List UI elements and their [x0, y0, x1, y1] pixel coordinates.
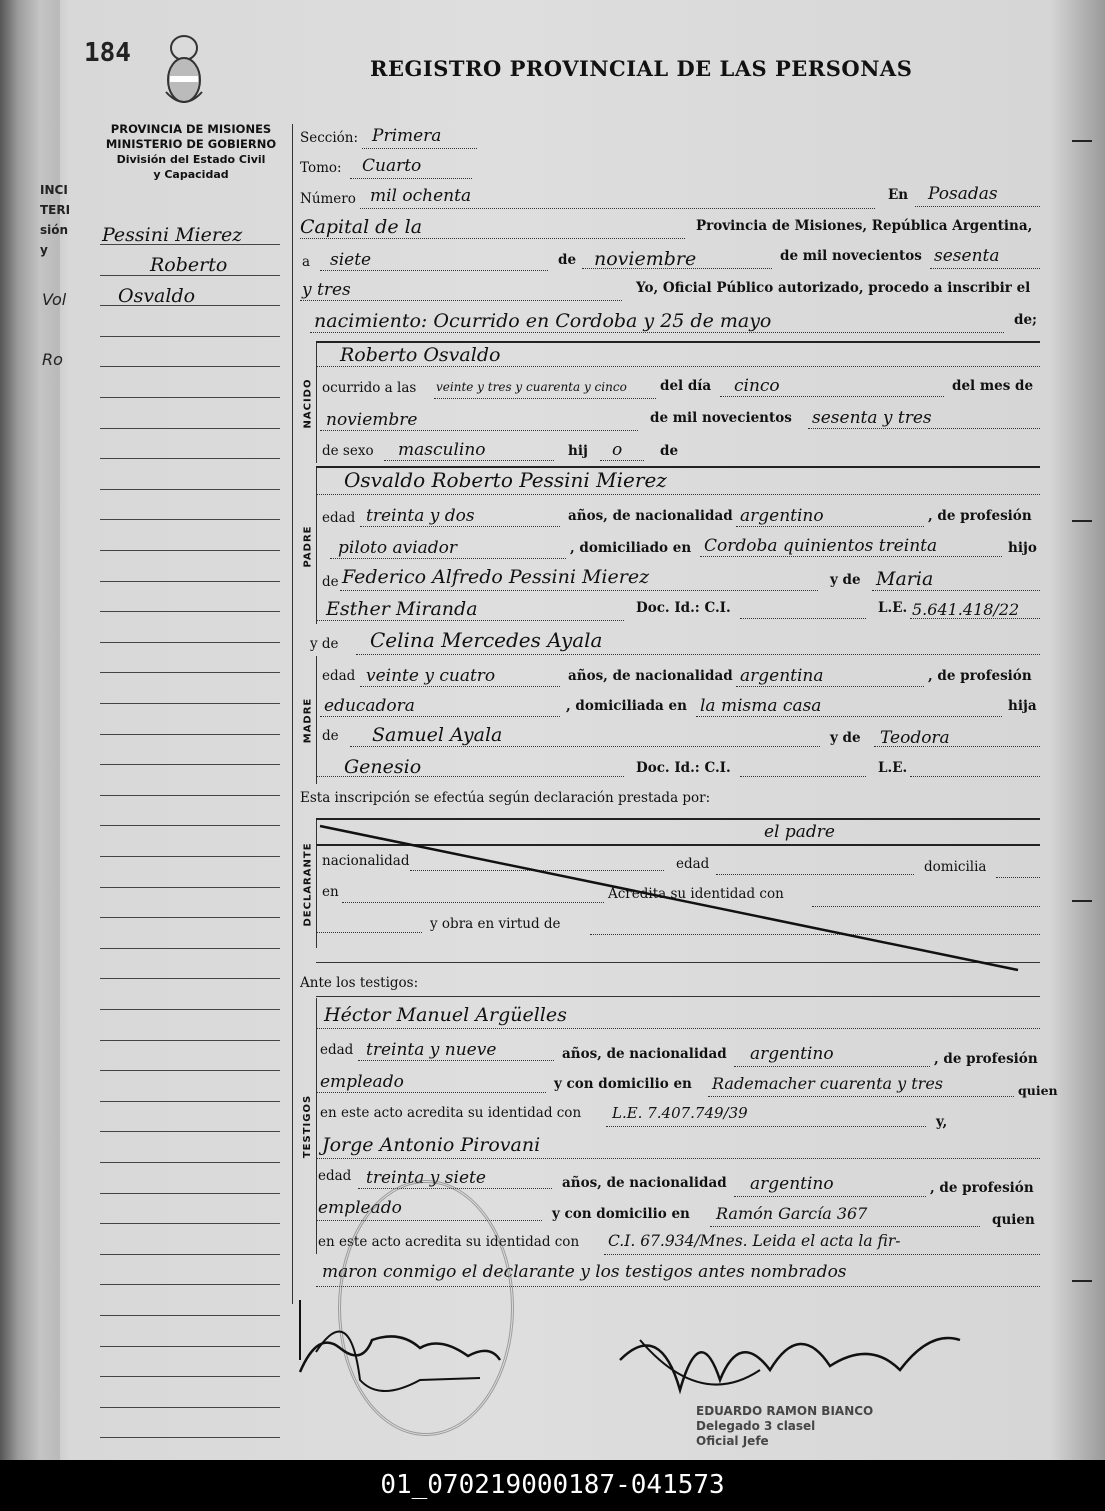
seccion-label: Sección: — [300, 130, 359, 146]
t1-y-label: y, — [936, 1114, 948, 1130]
sexo-value: masculino — [398, 440, 486, 460]
stamp-line: EDUARDO RAMON BIANCO — [696, 1404, 874, 1418]
testigo2-prof: empleado — [318, 1198, 402, 1218]
binding-stitch — [1072, 140, 1092, 142]
domicilia-label: domicilia — [924, 859, 987, 875]
abuelo-paterno: Federico Alfredo Pessini Mierez — [342, 566, 650, 588]
acredita-label: Acredita su identidad con — [608, 886, 784, 902]
padre-nombre: Osvaldo Roberto Pessini Mierez — [344, 468, 667, 492]
edge-fragment: y — [40, 243, 48, 257]
margin-note: Pessini Mierez — [102, 224, 243, 246]
en-label-dec: en — [322, 884, 339, 900]
margin-note: Roberto — [150, 254, 228, 276]
padre-dom-value: Cordoba quinientos treinta — [704, 536, 938, 556]
binding-stitch — [1072, 520, 1092, 522]
edge-fragment: sión — [40, 223, 69, 237]
edge-fragment: INCI — [40, 183, 68, 197]
testigo2-edad: treinta y siete — [366, 1168, 486, 1188]
page-title: REGISTRO PROVINCIAL DE LAS PERSONAS — [370, 56, 913, 81]
abuela-paterna: Maria — [876, 568, 934, 590]
t1-nac-label: años, de nacionalidad — [562, 1046, 727, 1062]
padre-nac-label: años, de nacionalidad — [568, 508, 733, 524]
binding-stitch — [1072, 1280, 1092, 1282]
madre-le-label: L.E. — [878, 760, 908, 776]
numero-label: Número — [300, 191, 356, 207]
dia-value: siete — [330, 250, 372, 270]
edge-fragment: Ro — [42, 350, 63, 369]
testigo2-nac: argentino — [750, 1174, 834, 1194]
testigos-intro: Ante los testigos: — [300, 975, 419, 991]
de-nac-label: de — [660, 443, 679, 459]
binding-stitch — [1072, 900, 1092, 902]
testigo1-dom: Rademacher cuarenta y tres — [712, 1074, 944, 1093]
provincia-text: Provincia de Misiones, República Argentina, — [696, 218, 1033, 234]
t2-nac-label: años, de nacionalidad — [562, 1175, 727, 1191]
office-line: PROVINCIA DE MISIONES — [110, 122, 272, 136]
section-label-padre: PADRE — [302, 525, 314, 567]
anio-label: de mil novecientos — [780, 248, 922, 264]
obra-label: y obra en virtud de — [430, 916, 561, 932]
office-line: División del Estado Civil — [116, 153, 266, 166]
testigo2-id: C.I. 67.934/Mnes. Leida el acta la fir- — [608, 1232, 901, 1250]
capital-value: Capital de la — [300, 216, 423, 238]
de-end: de; — [1014, 312, 1038, 328]
edge-fragment: Vol — [42, 290, 67, 309]
madre-nombre: Celina Mercedes Ayala — [370, 628, 603, 652]
en-value: Posadas — [928, 184, 998, 204]
hora-value: veinte y tres y cuarenta y cinco — [436, 380, 627, 394]
a-label: a — [302, 254, 311, 270]
official-name-stamp — [696, 1404, 873, 1449]
section-label-madre: MADRE — [302, 697, 314, 743]
stamp-line: Oficial Jefe — [696, 1434, 769, 1448]
padre-dom-label: , domiciliado en — [570, 540, 692, 556]
anio-value-2: y tres — [302, 280, 351, 300]
hij-value: o — [612, 440, 623, 460]
declarante-intro: Esta inscripción se efectúa según declaración prestada por: — [300, 790, 711, 806]
declarante-value: el padre — [764, 822, 835, 842]
testigo1-id: L.E. 7.407.749/39 — [612, 1104, 748, 1122]
section-label-nacido: NACIDO — [302, 378, 314, 428]
closing-text: maron conmigo el declarante y los testigos antes nombrados — [322, 1262, 847, 1282]
padre-prof-label: , de profesión — [928, 508, 1032, 524]
tomo-label: Tomo: — [300, 160, 342, 176]
anio-value: sesenta — [934, 246, 1000, 266]
madre-y-de-label: y de — [830, 730, 861, 746]
padre-prof-value: piloto aviador — [338, 538, 458, 558]
anio-nac-label: de mil novecientos — [650, 410, 792, 426]
de-label: de — [558, 252, 577, 268]
testigo1-nac: argentino — [750, 1044, 834, 1064]
nacido-nombre: Roberto Osvaldo — [340, 344, 501, 366]
en-label: En — [888, 187, 909, 203]
section-label-testigos: TESTIGOS — [302, 1094, 314, 1158]
madre-prof-value: educadora — [324, 696, 415, 716]
hija-label: hija — [1008, 698, 1037, 714]
madre-dom-value: la misma casa — [700, 696, 822, 716]
padre-edad-value: treinta y dos — [366, 506, 475, 526]
sexo-label: de sexo — [322, 443, 374, 459]
t1-acredita-label: en este acto acredita su identidad con — [320, 1105, 582, 1121]
edge-fragment: TERI — [40, 203, 71, 217]
hijo-label: hijo — [1008, 540, 1037, 556]
margin-note: Osvaldo — [118, 285, 196, 307]
madre-doc-label: Doc. Id.: C.I. — [636, 760, 731, 776]
folio-number: 184 — [84, 38, 131, 68]
padre-y-de-label: y de — [830, 572, 861, 588]
abuela-materna-2: Genesio — [344, 756, 422, 778]
stamp-line: Delegado 3 clasel — [696, 1419, 816, 1433]
madre-dom-label: , domiciliada en — [566, 698, 687, 714]
madre-edad-value: veinte y cuatro — [366, 666, 496, 686]
abuelo-materno: Samuel Ayala — [372, 724, 503, 746]
madre-y-de-label: y de — [310, 636, 339, 652]
madre-nac-value: argentina — [740, 666, 824, 686]
seccion-value: Primera — [372, 126, 442, 146]
abuela-paterna-2: Esther Miranda — [326, 598, 478, 620]
mes-value: noviembre — [594, 248, 697, 270]
hij-label: hij — [568, 443, 588, 459]
abuela-materna: Teodora — [880, 728, 950, 748]
padre-de-label: de — [322, 574, 339, 590]
testigo1-edad: treinta y nueve — [366, 1040, 497, 1060]
ocurrido-label: ocurrido a las — [322, 380, 417, 396]
testigo1-prof: empleado — [320, 1072, 404, 1092]
numero-value: mil ochenta — [370, 186, 472, 206]
t1-prof-label: , de profesión — [934, 1051, 1038, 1067]
edad-label: edad — [676, 856, 710, 872]
image-caption: 01_070219000187-041573 — [0, 1460, 1105, 1511]
t2-edad-label: edad — [318, 1168, 352, 1184]
t2-prof-label: , de profesión — [930, 1180, 1034, 1196]
testigo1-nombre: Héctor Manuel Argüelles — [324, 1004, 567, 1026]
t1-edad-label: edad — [320, 1042, 354, 1058]
padre-nac-value: argentino — [740, 506, 824, 526]
t2-dom-label: y con domicilio en — [552, 1206, 690, 1222]
nacionalidad-label: nacionalidad — [322, 853, 410, 869]
oficial-text: Yo, Oficial Público autorizado, procedo a inscribir el — [636, 280, 1031, 296]
t1-dom-label: y con domicilio en — [554, 1076, 692, 1092]
madre-prof-label: , de profesión — [928, 668, 1032, 684]
madre-de-label: de — [322, 728, 339, 744]
madre-edad-label: edad — [322, 668, 356, 684]
tomo-value: Cuarto — [362, 156, 422, 176]
t2-acredita-label: en este acto acredita su identidad con — [318, 1234, 580, 1250]
office-line: y Capacidad — [153, 168, 229, 181]
office-line: MINISTERIO DE GOBIERNO — [105, 137, 277, 151]
dia-nac-value: cinco — [734, 376, 780, 396]
t2-quien-label: quien — [992, 1212, 1035, 1228]
mes-nac-value: noviembre — [326, 410, 418, 430]
padre-le-label: L.E. — [878, 600, 908, 616]
testigo2-nombre: Jorge Antonio Pirovani — [322, 1134, 541, 1156]
testigo2-dom: Ramón García 367 — [716, 1204, 868, 1223]
section-label-declarante: DECLARANTE — [302, 841, 314, 927]
del-dia-label: del día — [660, 378, 712, 394]
padre-doc-label: Doc. Id.: C.I. — [636, 600, 731, 616]
padre-edad-label: edad — [322, 510, 356, 526]
t1-quien-label: quien — [1018, 1083, 1058, 1098]
acto-value: nacimiento: Ocurrido en Cordoba y 25 de mayo — [314, 310, 772, 332]
anio-nac-value: sesenta y tres — [812, 408, 932, 428]
padre-le-value: 5.641.418/22 — [912, 600, 1020, 619]
del-mes-label: del mes de — [952, 378, 1034, 394]
madre-nac-label: años, de nacionalidad — [568, 668, 733, 684]
